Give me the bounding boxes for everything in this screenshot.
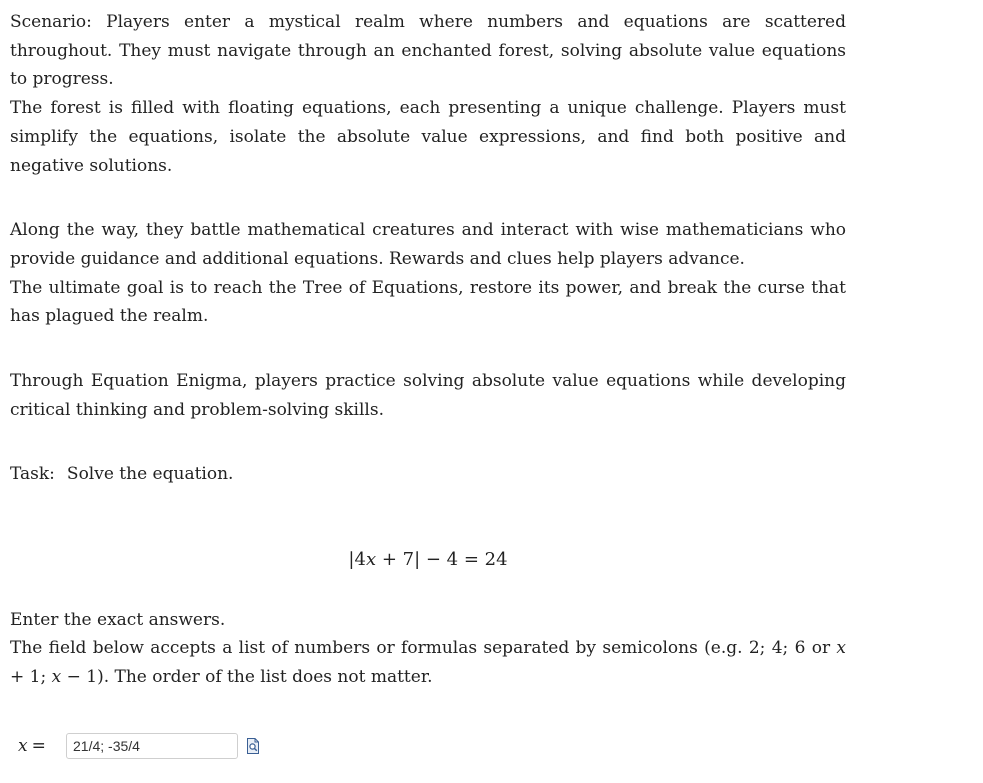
scenario-paragraph-5: Through Equation Enigma, players practice solving absolute value equations while developing critical thinking and problem-solving skills. — [10, 371, 846, 420]
problem-content — [10, 8, 846, 692]
field-desc-or: or — [811, 638, 831, 659]
abs-bar-right: | — [414, 549, 421, 571]
equation-variable: x — [365, 549, 377, 571]
answer-input[interactable] — [66, 733, 238, 759]
example-mid: + 1; — [10, 667, 52, 688]
task-text: Solve the equation. — [66, 464, 234, 485]
answer-label-eq: = — [31, 736, 46, 756]
enter-instruction: Enter the exact answers. — [10, 610, 226, 631]
example-var-2: x — [51, 667, 62, 688]
abs-bar-left: | — [348, 549, 355, 571]
example-var-1: x — [836, 638, 847, 659]
equation-coef: 4 — [354, 549, 366, 571]
answer-row — [18, 731, 260, 761]
task-label: Task: — [10, 464, 55, 485]
document-search-icon[interactable] — [246, 738, 260, 754]
equation-plus: + 7 — [376, 549, 415, 571]
scenario-paragraph-2: The forest is filled with floating equations, each presenting a unique challenge. Players must simplify the equations, isolate the absolute value expressions, and find both positive and negative solutions. — [10, 98, 846, 176]
field-desc-prefix: The field below accepts a list of numbers or formulas separated by semicolons (e.g. — [10, 638, 743, 659]
scenario-paragraph-1: Scenario: Players enter a mystical realm where numbers and equations are scattered throughout. They must navigate through an enchanted forest, solving absolute value equations to progress. — [10, 12, 846, 90]
field-desc-suffix: ). The order of the list does not matter. — [97, 667, 433, 688]
answer-label-var: x — [18, 736, 28, 756]
task-line — [10, 460, 846, 488]
field-description — [10, 634, 846, 691]
answer-label — [18, 736, 66, 756]
scenario-paragraph-3: Along the way, they battle mathematical creatures and interact with wise mathematicians who provide guidance and additional equations. Rewards and clues help players advance. — [10, 220, 846, 269]
example-list-1: 2; 4; 6 — [748, 638, 806, 659]
example-end: − 1 — [61, 667, 98, 688]
equation-rest: − 4 = 24 — [420, 549, 508, 571]
scenario-paragraph-4: The ultimate goal is to reach the Tree of Equations, restore its power, and break the curse that has plagued the realm. — [10, 277, 846, 327]
equation-display — [10, 546, 846, 574]
